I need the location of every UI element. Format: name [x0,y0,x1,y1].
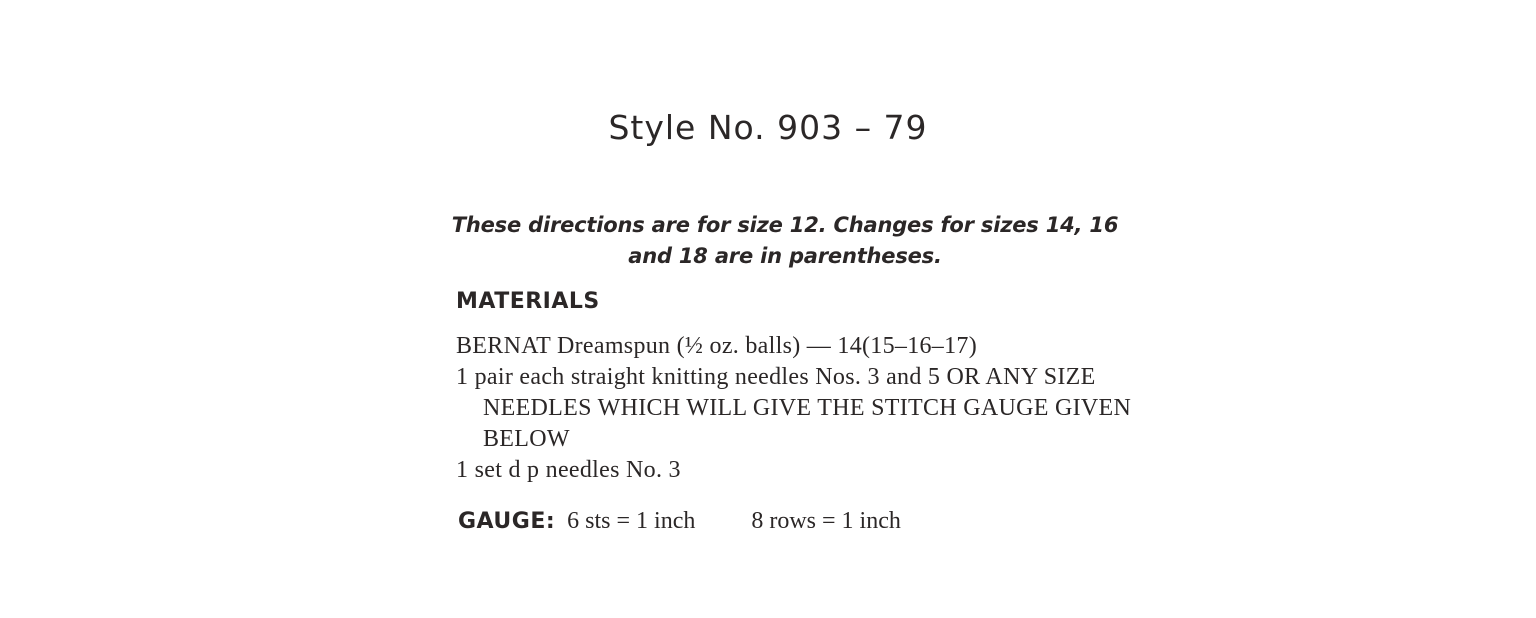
style-title: Style No. 903 – 79 [608,108,928,147]
materials-item: 1 set d p needles No. 3 [456,457,681,483]
gauge-stitches: 6 sts = 1 inch [567,508,696,534]
size-note: These directions are for size 12. Changes for sizes 14, 16 and 18 are in parentheses. [451,213,1119,268]
materials-heading: MATERIALS [456,289,600,314]
materials-item: BERNAT Dreamspun (½ oz. balls) — 14(15–16–17) [456,333,977,359]
materials-list [456,331,1136,486]
gauge-line [458,508,901,535]
gauge-label: GAUGE: [458,509,556,534]
materials-item: 1 pair each straight knitting needles Nos. 3 and 5 OR ANY SIZE NEEDLES WHICH WILL GIVE THE STITCH GAUGE GIVEN BELOW [456,364,1132,452]
gauge-rows: 8 rows = 1 inch [751,508,901,534]
